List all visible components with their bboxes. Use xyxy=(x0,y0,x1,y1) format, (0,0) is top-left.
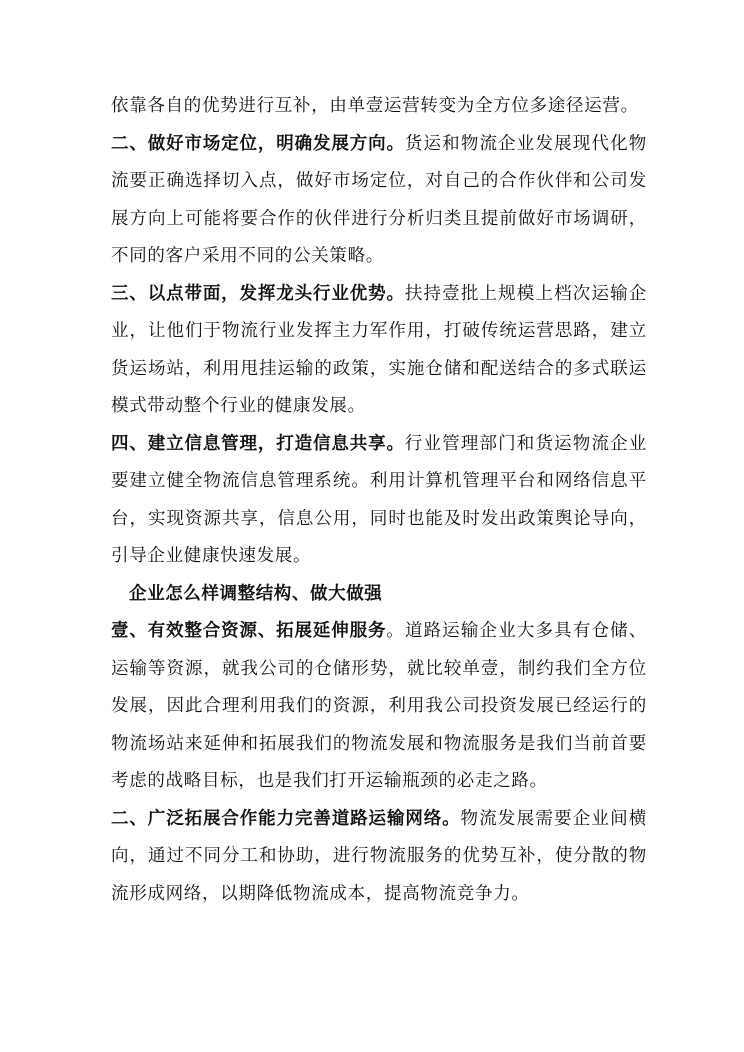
paragraph-heading: 壹、有效整合资源、拓展延伸服务 xyxy=(111,621,387,641)
paragraph-leading-industry xyxy=(111,276,647,426)
paragraph-text: 依靠各自的优势进行互补，由单壹运营转变为全方位多途径运营。 xyxy=(111,96,639,116)
paragraph-text: 行业管理部门和货运物流企业要建立健全物流信息管理系统。利用计算机管理平台和网络信息平台，实现资源共享，信息公用，同时也能及时发出政策舆论导向，引导企业健康快速发展。 xyxy=(111,433,647,566)
paragraph-heading: 三、以点带面，发挥龙头行业优势。 xyxy=(111,283,405,304)
paragraph-integrate-resources xyxy=(111,613,647,801)
paragraph-text: 扶持壹批上规模上档次运输企业，让他们于物流行业发挥主力军作用，打破传统运营思路，建立货运场站，利用甩挂运输的政策，实施仓储和配送结合的多式联运模式带动整个行业的健康发展。 xyxy=(111,283,647,416)
paragraph-text: 物流发展需要企业间横向，通过不同分工和协助，进行物流服务的优势互补，使分散的物流形成网络，以期降低物流成本，提高物流竞争力。 xyxy=(111,808,647,904)
paragraph-market-positioning xyxy=(111,126,647,276)
paragraph-transport-network xyxy=(111,801,647,914)
paragraph-information-management xyxy=(111,426,647,576)
paragraph-heading: 二、做好市场定位，明确发展方向。 xyxy=(111,133,405,154)
paragraph-heading: 四、建立信息管理，打造信息共享。 xyxy=(111,433,405,454)
document-body xyxy=(111,88,647,913)
paragraph-continuation xyxy=(111,88,647,126)
paragraph-text: 货运和物流企业发展现代化物流要正确选择切入点，做好市场定位，对自己的合作伙伴和公司发展方向上可能将要合作的伙伴进行分析归类且提前做好市场调研，不同的客户采用不同的公关策略。 xyxy=(111,133,647,266)
section-title: 企业怎么样调整结构、做大做强 xyxy=(129,583,383,604)
paragraph-text: 。道路运输企业大多具有仓储、运输等资源，就我公司的仓储形势，就比较单壹，制约我们全方位发展，因此合理利用我们的资源，利用我公司投资发展已经运行的物流场站来延伸和拓展我们的物流发展和物流服务是我们当前首要考虑的战略目标，也是我们打开运输瓶颈的必走之路。 xyxy=(111,621,647,791)
paragraph-heading: 二、广泛拓展合作能力完善道路运输网络。 xyxy=(111,808,461,829)
